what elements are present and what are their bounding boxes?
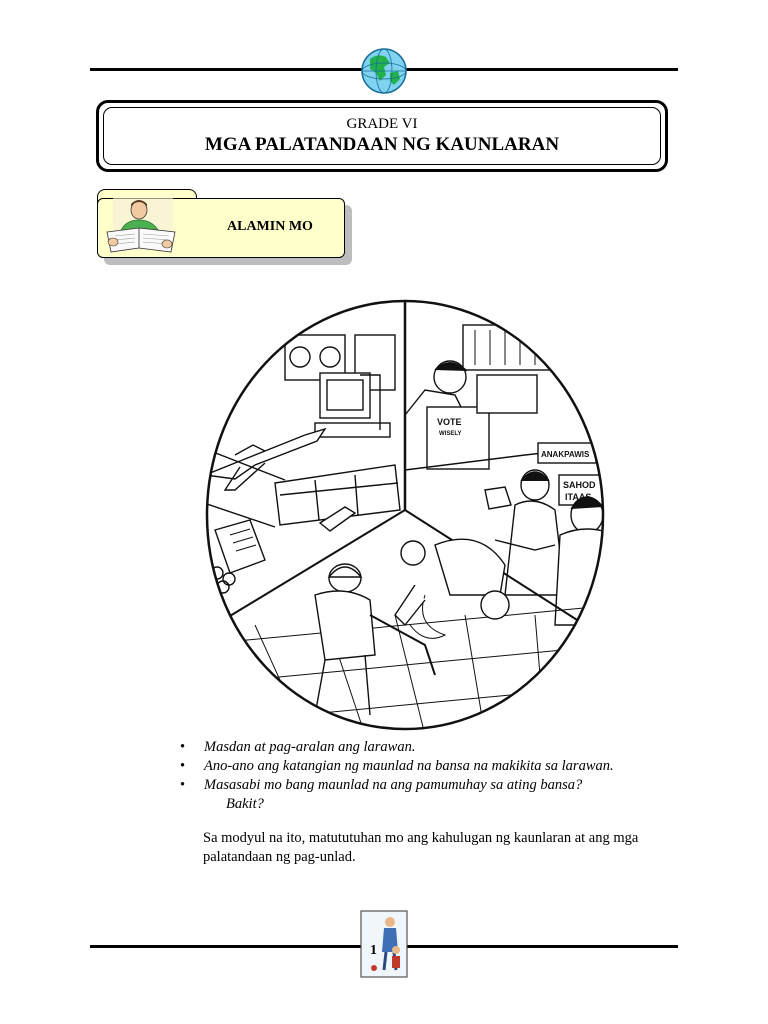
sahod-sign-text-2: ITAAS xyxy=(565,492,592,502)
section-label: ALAMIN MO xyxy=(227,219,313,234)
vote-sign-subtext: WISELY xyxy=(439,431,462,437)
grade-label: GRADE VI xyxy=(346,116,418,132)
page-title: MGA PALATANDAAN NG KAUNLARAN xyxy=(204,134,560,155)
list-item-text: Masasabi mo bang maunlad na ang pamumuhay sa ating bansa? xyxy=(204,777,583,793)
banner-sign-text: ANAKPAWIS xyxy=(541,450,590,459)
title-box xyxy=(96,100,668,172)
sahod-sign-text: SAHOD xyxy=(563,480,596,490)
intro-paragraph: Sa modyul na ito, matututuhan mo ang kahulugan ng kaunlaran at ang mga palatandaan ng pag-unlad. xyxy=(203,830,639,865)
list-item-continuation: Bakit? xyxy=(226,796,264,812)
development-illustration xyxy=(195,295,615,735)
page-number-badge xyxy=(360,910,408,978)
list-item: • Ano-ano ang katangian ng maunlad na bansa na makikita sa larawan. xyxy=(180,757,614,776)
page-number: 1 xyxy=(370,943,377,958)
list-item xyxy=(180,776,614,814)
vote-sign-text: VOTE xyxy=(437,417,462,427)
reading-person-icon xyxy=(103,196,179,256)
instruction-list xyxy=(180,738,614,814)
list-item: • Masdan at pag-aralan ang larawan. xyxy=(180,738,614,757)
globe-icon xyxy=(360,47,408,95)
